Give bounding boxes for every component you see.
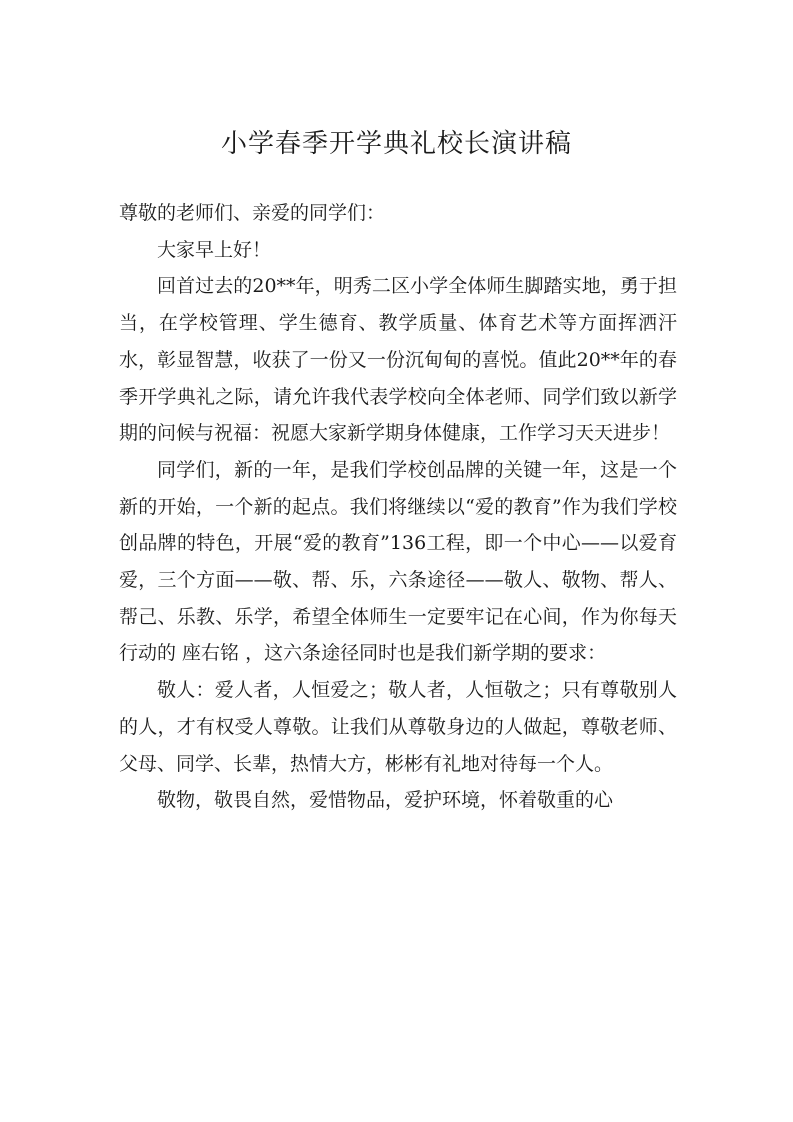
paragraph-respect-things: 敬物，敬畏自然，爱惜物品，爱护环境，怀着敬重的心 xyxy=(157,789,614,812)
paragraph-review: 回首过去的20**年，明秀二区小学全体师生脚踏实地，勇于担当，在学校管理、学生德育、教学质量、体育艺术等方面挥洒汗水，彰显智慧，收获了一份又一份沉甸甸的喜悦。值此20**年的春季开学典礼之际，请允许我代表学校向全体老师、同学们致以新学期的问候与祝福：祝愿大家新学期身体健康，工作学习天天进步！ xyxy=(119,275,677,445)
document-title: 小学春季开学典礼校长演讲稿 xyxy=(220,129,572,159)
paragraph-greeting: 大家早上好！ xyxy=(157,238,272,261)
document-body xyxy=(119,195,677,819)
paragraph-respect-people: 敬人：爱人者，人恒爱之；敬人者，人恒敬之；只有尊敬别人的人，才有权受人尊敬。让我们从尊敬身边的人做起，尊敬老师、父母、同学、长辈，热情大方，彬彬有礼地对待每一个人。 xyxy=(119,679,677,775)
paragraph-new-year: 同学们，新的一年，是我们学校创品牌的关键一年，这是一个新的开始，一个新的起点。我们将继续以“爱的教育”作为我们学校创品牌的特色，开展“爱的教育”136工程，即一个中心——以爱育爱，三个方面——敬、帮、乐，六条途径——敬人、敬物、帮人、帮己、乐教、乐学，希望全体师生一定要牢记在心间，作为你每天行动的 座右铭 ，这六条途径同时也是我们新学期的要求： xyxy=(119,458,677,665)
salutation: 尊敬的老师们、亲爱的同学们： xyxy=(119,202,386,224)
